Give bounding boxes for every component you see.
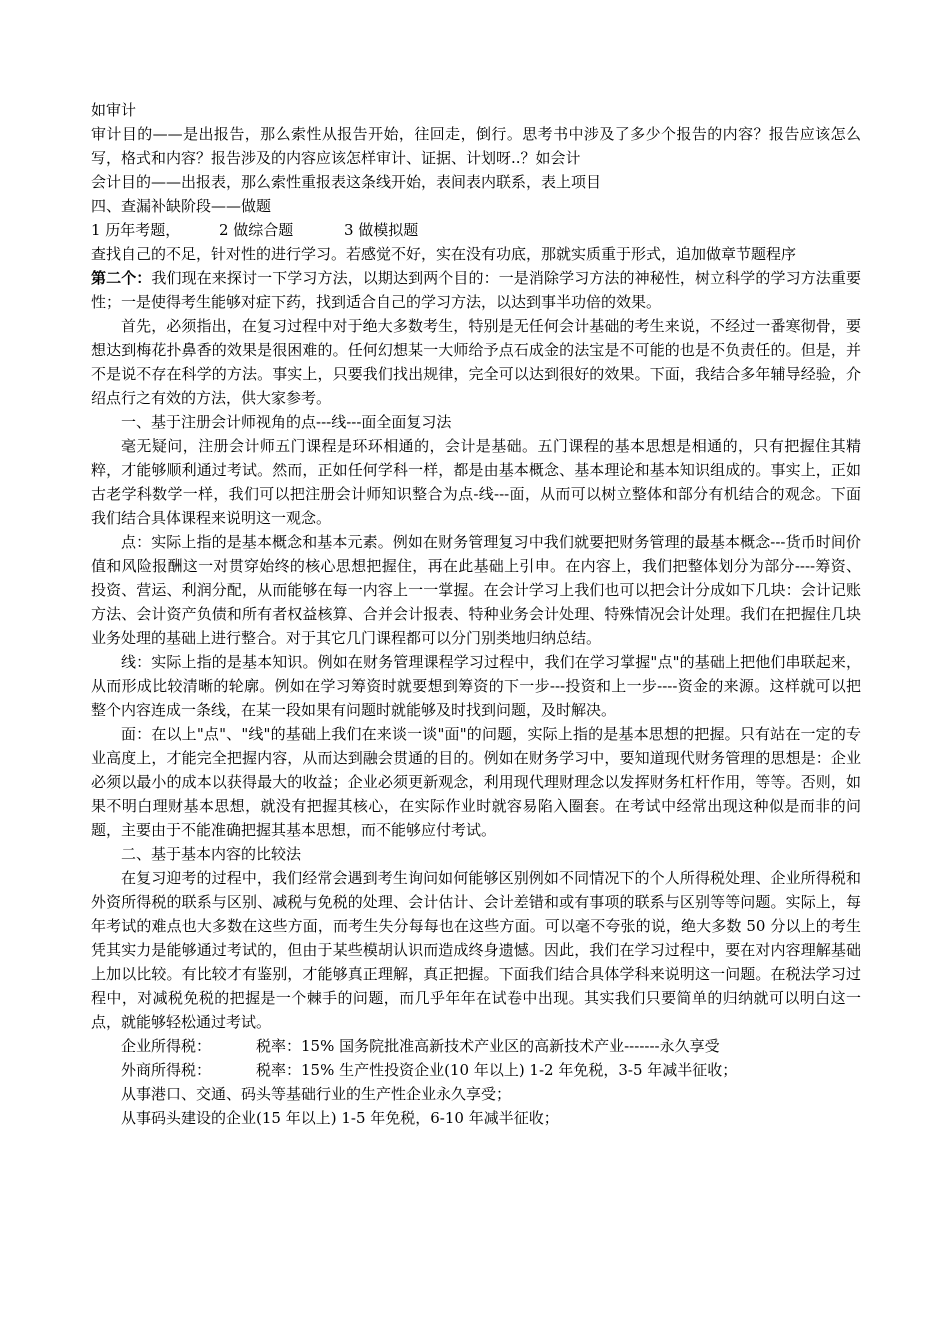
tax-value-enterprise: 税率：15% 国务院批准高新技术产业区的高新技术产业-------永久享受 — [256, 1037, 720, 1055]
second-lead-label: 第二个： — [91, 269, 152, 287]
paragraph-port-industry: 从事港口、交通、码头等基础行业的生产性企业永久享受； — [121, 1085, 512, 1103]
paragraph-second-intro — [91, 266, 861, 314]
paragraph-find-weakness: 查找自己的不足，针对性的进行学习。若感觉不好，实在没有功底，那就实质重于形式，追加做章节题程序 — [91, 245, 797, 263]
paragraph-dock-construction: 从事码头建设的企业(15 年以上) 1-5 年免税，6-10 年减半征收； — [121, 1109, 559, 1127]
paragraph-line: 线：实际上指的是基本知识。例如在财务管理课程学习过程中，我们在学习掌握"点"的基础上把他们串联起来，从而形成比较清晰的轮廓。例如在学习筹资时就要想到筹资的下一步---投资和上一步----资金的来源。这样就可以把整个内容连成一条线，在某一段如果有问题时就能够及时找到问题，及时解决。 — [91, 653, 861, 719]
paragraph-example-audit: 如审计 — [91, 101, 137, 119]
section-heading-point-line-plane: 一、基于注册会计师视角的点---线---面全面复习法 — [121, 413, 452, 431]
tax-label-foreign: 外商所得税： — [121, 1061, 212, 1079]
paragraph-plane: 面：在以上"点"、"线"的基础上我们在来谈一谈"面"的问题，实际上指的是基本思想的把握。只有站在一定的专业高度上，才能完全把握内容，从而达到融会贯通的目的。例如在财务学习中，要知道现代财务管理的思想是：企业必须以最小的成本以获得最大的收益；企业必须更新观念，利用现代理财理念以发挥财务杠杆作用，等等。否则，如果不明白理财基本思想，就没有把握其核心，在实际作业时就容易陷入圈套。在考试中经常出现这种似是而非的问题，主要由于不能准确把握其基本思想，而不能够应付考试。 — [91, 725, 861, 839]
paragraph-five-courses: 毫无疑问，注册会计师五门课程是环环相通的，会计是基础。五门课程的基本思想是相通的，只有把握住其精粹，才能够顺利通过考试。然而，正如任何学科一样，都是由基本概念、基本理论和基本知识组成的。事实上，正如古老学科数学一样，我们可以把注册会计师知识整合为点-线---面，从而可以树立整体和部分有机结合的观念。下面我们结合具体课程来说明这一观念。 — [91, 437, 861, 527]
section-heading-comparison: 二、基于基本内容的比较法 — [121, 845, 302, 863]
paragraph-first-of-all: 首先，必须指出，在复习过程中对于绝大多数考生，特别是无任何会计基础的考生来说，不经过一番寒彻骨，要想达到梅花扑鼻香的效果是很困难的。任何幻想某一大师给予点石成金的法宝是不可能的也是不负责任的。但是，并不是说不存在科学的方法。事实上，只要我们找出规律，完全可以达到很好的效果。下面，我结合多年辅导经验，介绍点行之有效的方法，供大家参考。 — [91, 317, 861, 407]
paragraph-comparison: 在复习迎考的过程中，我们经常会遇到考生询问如何能够区别例如不同情况下的个人所得税处理、企业所得税和外资所得税的联系与区别、减税与免税的处理、会计估计、会计差错和或有事项的联系与区别等等问题。实际上，每年考试的难点也大多数在这些方面，而考生失分每每也在这些方面。可以毫不夸张的说，绝大多数 50 分以上的考生凭其实力是能够通过考试的，但由于某些模胡认识而造成终身遗憾。因此，我们在学习过程中，要在对内容理解基础上加以比较。有比较才有鉴别，才能够真正理解，真正把握。下面我们结合具体学科来说明这一问题。在税法学习过程中，对减税免税的把握是一个棘手的问题，而几乎年年在试卷中出现。其实我们只要简单的归纳就可以明白这一点，就能够轻松通过考试。 — [91, 869, 861, 1031]
step-mock: 3 做模拟题 — [344, 221, 419, 239]
section-heading-stage-four: 四、查漏补缺阶段——做题 — [91, 197, 272, 215]
step-comprehensive: 2 做综合题 — [219, 221, 294, 239]
tax-value-foreign: 税率：15% 生产性投资企业(10 年以上) 1-2 年免税，3-5 年减半征收； — [256, 1061, 738, 1079]
tax-row-foreign — [91, 1058, 861, 1082]
second-intro-text: 我们现在来探讨一下学习方法，以期达到两个目的：一是消除学习方法的神秘性，树立科学的学习方法重要性；一是使得考生能够对症下药，找到适合自己的学习方法，以达到事半功倍的效果。 — [91, 269, 861, 311]
paragraph-audit-purpose: 审计目的——是出报告，那么索性从报告开始，往回走，倒行。思考书中涉及了多少个报告的内容？报告应该怎么写，格式和内容？报告涉及的内容应该怎样审计、证据、计划呀..？如会计 — [91, 125, 861, 167]
step-past-exams: 1 历年考题， — [91, 221, 181, 239]
tax-row-enterprise — [91, 1034, 861, 1058]
paragraph-accounting-purpose: 会计目的——出报表，那么索性重报表这条线开始，表间表内联系，表上项目 — [91, 173, 602, 191]
document-page — [91, 98, 861, 1130]
paragraph-point: 点：实际上指的是基本概念和基本元素。例如在财务管理复习中我们就要把财务管理的最基本概念---货币时间价值和风险报酬这一对贯穿始终的核心思想把握住，再在此基础上引申。在内容上，我们把整体划分为部分----筹资、投资、营运、利润分配，从而能够在每一内容上一一掌握。在会计学习上我们也可以把会计分成如下几块：会计记账方法、会计资产负债和所有者权益核算、合并会计报表、特种业务会计处理、特殊情况会计处理。我们在把握住几块业务处理的基础上进行整合。对于其它几门课程都可以分门别类地归纳总结。 — [91, 533, 861, 647]
practice-steps — [91, 218, 861, 242]
tax-label-enterprise: 企业所得税： — [121, 1037, 212, 1055]
